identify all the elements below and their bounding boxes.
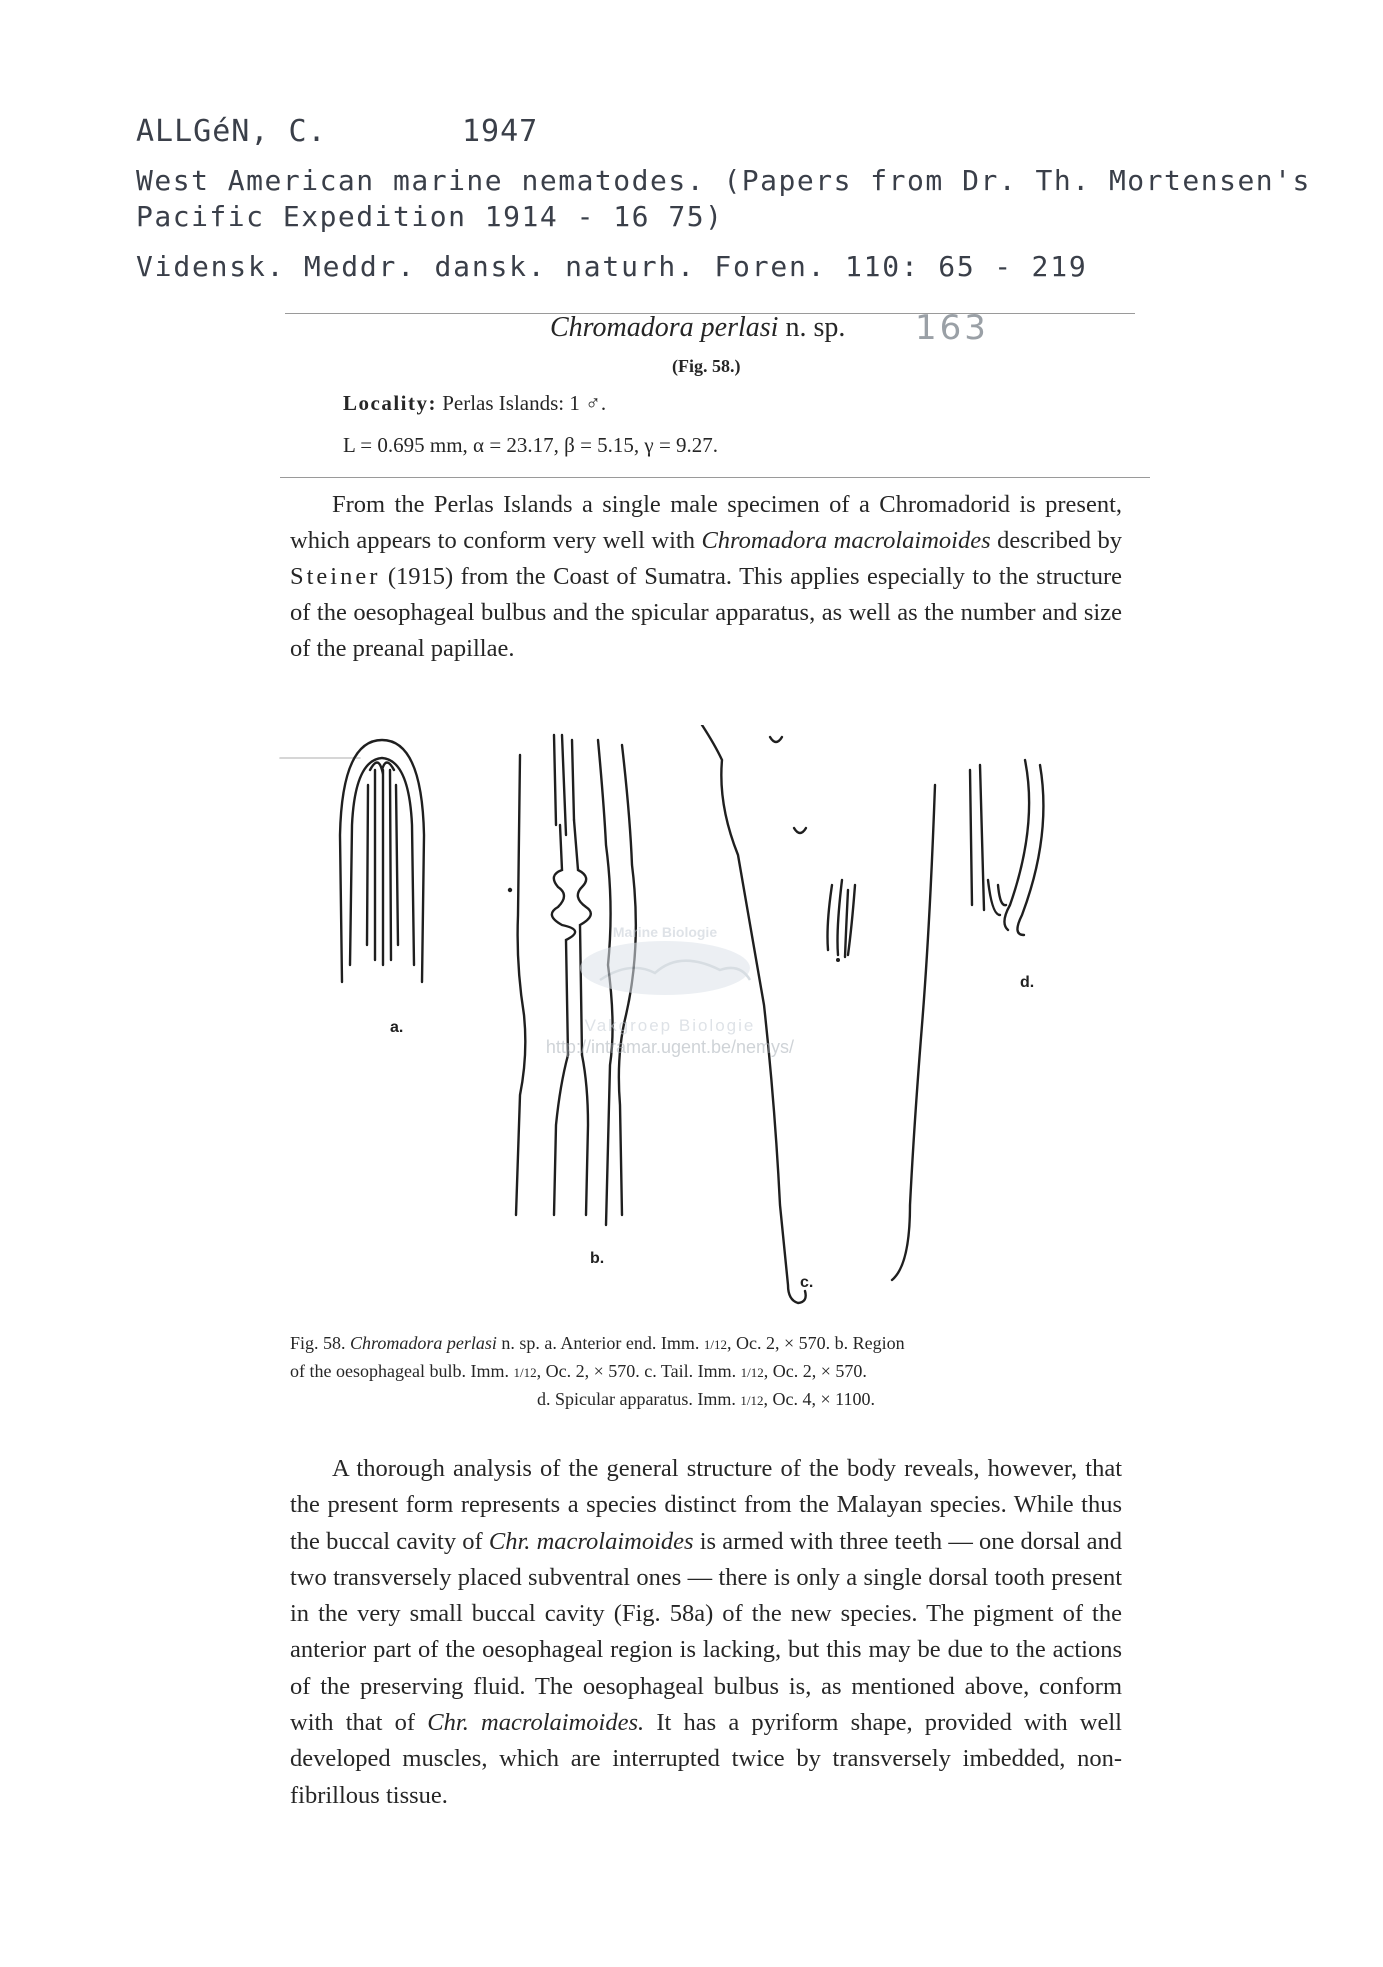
reference-author: ALLGéN, C. <box>136 114 327 149</box>
paragraph-1-text: (1915) from the Coast of Sumatra. This applies especially to the structure of the oesophageal bulbus and the spicular apparatus, as well as the number and size of the preanal papillae. <box>290 562 1122 662</box>
reference-title-line-2: Pacific Expedition 1914 - 16 75) <box>136 200 724 233</box>
species-reference: Chr. macrolaimoides. <box>427 1709 645 1737</box>
paragraph-2-text: A thorough analysis of the general structure of the body reveals, however, that the present form represents a species distinct from the Malayan species. While thus the buccal cavity of <box>290 1455 1122 1555</box>
caption-line-1 <box>290 1330 1122 1358</box>
paragraph-2-text: is armed with three teeth — one dorsal and two transversely placed subventral ones — there is only a single dorsal tooth present in the very small buccal cavity (Fig. 58a) of the new species. The pigment of the anterior part of the oesophageal region is lacking, but this may be due to the actions of the preserving fluid. The oesophageal bulbus is, as mentioned above, conform with that of <box>290 1527 1122 1737</box>
paragraph-1-text: From the Perlas Islands a single male specimen of a Chromadorid is present, which appears to conform very well with <box>290 491 1122 554</box>
watermark <box>546 924 794 1057</box>
caption-fraction: 1/12 <box>703 1337 727 1352</box>
paragraph-2-text: It has a pyriform shape, provided with well developed muscles, which are interrupted twice by transversely imbedded, non-fibrillous tissue. <box>290 1709 1122 1809</box>
figure-caption <box>290 1330 1122 1414</box>
measurements-line: L = 0.695 mm, α = 23.17, β = 5.15, γ = 9.27. <box>343 433 719 457</box>
figure-label-d: d. <box>1020 974 1035 991</box>
caption-line-2 <box>290 1358 1122 1386</box>
caption-text: of the oesophageal bulb. Imm. <box>290 1361 514 1381</box>
reference-source: Vidensk. Meddr. dansk. naturh. Foren. 110: 65 - 219 <box>136 250 1088 283</box>
anterior-end-drawing <box>280 740 424 982</box>
watermark-line-text: Vakgroep Biologie <box>584 1016 756 1035</box>
caption-text: , Oc. 2, × 570. c. Tail. Imm. <box>536 1361 741 1381</box>
caption-species: Chromadora perlasi <box>350 1333 497 1353</box>
handwritten-page-number: 163 <box>915 308 989 348</box>
caption-text: , Oc. 2, × 570. <box>763 1361 867 1381</box>
caption-fraction: 1/12 <box>513 1365 537 1380</box>
figure-reference: (Fig. 58.) <box>672 356 741 376</box>
watermark-url-text: http://intramar.ugent.be/nemys/ <box>545 1037 795 1057</box>
paragraph-1 <box>290 487 1122 667</box>
species-name: Chromadora perlasi <box>550 312 779 343</box>
reference-title-line-1: West American marine nematodes. (Papers from Dr. Th. Mortensen's <box>136 164 1311 197</box>
figure-label-c: c. <box>800 1274 814 1291</box>
middle-rule <box>280 477 1150 478</box>
caption-figure-label: Fig. 58. <box>290 1333 346 1353</box>
watermark-arc-text: Marine Biologie <box>612 924 718 940</box>
locality-label: Locality: <box>343 391 437 415</box>
caption-text: , Oc. 2, × 570. b. Region <box>726 1333 905 1353</box>
caption-text: , Oc. 4, × 1100. <box>763 1389 876 1409</box>
caption-fraction: 1/12 <box>740 1393 764 1408</box>
locality-line <box>343 391 606 416</box>
author-name: Steiner <box>290 562 381 590</box>
species-reference: Chromadora macrolaimoides <box>701 526 991 554</box>
spicular-apparatus-drawing <box>970 760 1043 935</box>
species-suffix: n. sp. <box>778 312 846 343</box>
figure-label-b: b. <box>590 1250 605 1267</box>
figure-58-illustration <box>270 725 1100 1325</box>
caption-fraction: 1/12 <box>740 1365 764 1380</box>
paragraph-1-text: described by <box>990 526 1122 554</box>
species-heading <box>550 312 845 344</box>
reference-year: 1947 <box>462 114 539 149</box>
species-reference: Chr. macrolaimoides <box>488 1527 694 1555</box>
figure-label-a: a. <box>390 1019 404 1036</box>
caption-line-3 <box>290 1386 1122 1414</box>
locality-value: Perlas Islands: 1 ♂. <box>436 391 607 415</box>
caption-text: d. Spicular apparatus. Imm. <box>536 1389 741 1409</box>
caption-text: n. sp. a. Anterior end. Imm. <box>496 1333 704 1353</box>
tail-drawing <box>702 725 935 1303</box>
paragraph-2 <box>290 1451 1122 1814</box>
